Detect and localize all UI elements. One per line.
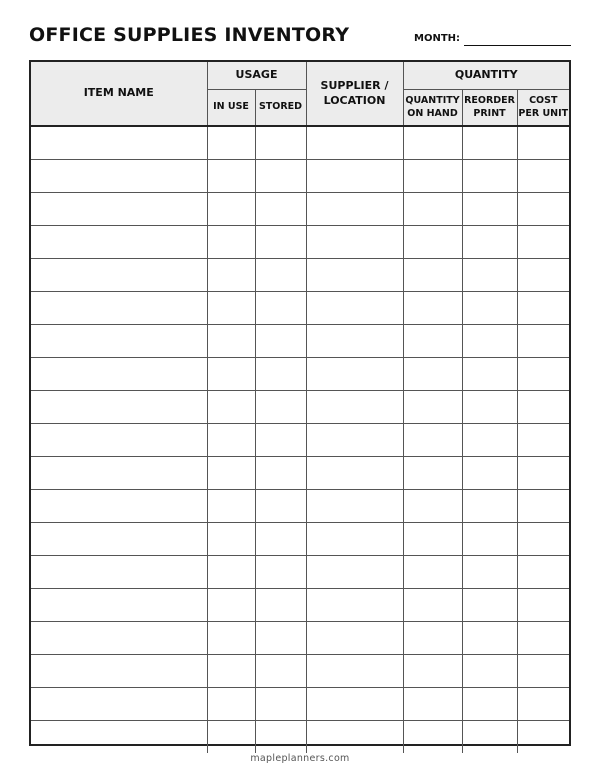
table-cell[interactable]	[517, 721, 569, 754]
table-cell[interactable]	[403, 325, 462, 358]
column-header-usage: USAGE	[207, 62, 306, 90]
table-cell[interactable]	[306, 721, 403, 754]
table-cell[interactable]	[207, 424, 255, 457]
table-cell[interactable]	[255, 622, 306, 655]
table-cell[interactable]	[306, 391, 403, 424]
table-cell[interactable]	[255, 126, 306, 160]
table-cell[interactable]	[255, 523, 306, 556]
table-cell[interactable]	[462, 490, 517, 523]
table-cell[interactable]	[306, 226, 403, 259]
table-row	[31, 589, 569, 622]
table-cell[interactable]	[31, 589, 207, 622]
table-cell[interactable]	[517, 589, 569, 622]
footer-site: mapleplanners.com	[250, 753, 350, 764]
column-header-in-use: IN USE	[207, 90, 255, 127]
table-cell[interactable]	[207, 523, 255, 556]
table-cell[interactable]	[31, 193, 207, 226]
table-cell[interactable]	[403, 358, 462, 391]
table-cell[interactable]	[207, 391, 255, 424]
table-cell[interactable]	[462, 655, 517, 688]
table-cell[interactable]	[255, 325, 306, 358]
table-cell[interactable]	[207, 490, 255, 523]
table-cell[interactable]	[403, 523, 462, 556]
table-cell[interactable]	[517, 325, 569, 358]
table-cell[interactable]	[31, 391, 207, 424]
table-row	[31, 457, 569, 490]
table-cell[interactable]	[31, 688, 207, 721]
table-cell[interactable]	[207, 655, 255, 688]
table-cell[interactable]	[403, 655, 462, 688]
column-header-quantity: QUANTITY	[403, 62, 569, 90]
table-cell[interactable]	[462, 688, 517, 721]
table-cell[interactable]	[306, 325, 403, 358]
table-cell[interactable]	[462, 457, 517, 490]
table-row	[31, 358, 569, 391]
table-cell[interactable]	[517, 358, 569, 391]
table-cell[interactable]	[255, 160, 306, 193]
table-cell[interactable]	[517, 457, 569, 490]
table-cell[interactable]	[403, 721, 462, 754]
table-cell[interactable]	[517, 259, 569, 292]
table-cell[interactable]	[31, 424, 207, 457]
table-cell[interactable]	[31, 126, 207, 160]
table-cell[interactable]	[31, 490, 207, 523]
table-cell[interactable]	[517, 523, 569, 556]
table-cell[interactable]	[306, 160, 403, 193]
table-cell[interactable]	[403, 688, 462, 721]
table-cell[interactable]	[306, 589, 403, 622]
table-cell[interactable]	[31, 325, 207, 358]
table-cell[interactable]	[462, 721, 517, 754]
table-cell[interactable]	[207, 292, 255, 325]
table-cell[interactable]	[517, 226, 569, 259]
table-cell[interactable]	[207, 126, 255, 160]
table-cell[interactable]	[207, 259, 255, 292]
table-row	[31, 622, 569, 655]
table-row	[31, 126, 569, 160]
table-cell[interactable]	[31, 721, 207, 754]
table-cell[interactable]	[255, 259, 306, 292]
table-cell[interactable]	[517, 655, 569, 688]
table-cell[interactable]	[517, 160, 569, 193]
table-cell[interactable]	[207, 721, 255, 754]
table-cell[interactable]	[517, 688, 569, 721]
table-cell[interactable]	[207, 589, 255, 622]
column-header-cost-per-unit: COST PER UNIT	[517, 90, 569, 127]
table-cell[interactable]	[517, 193, 569, 226]
table-cell[interactable]	[306, 688, 403, 721]
table-cell[interactable]	[462, 325, 517, 358]
table-cell[interactable]	[31, 160, 207, 193]
table-cell[interactable]	[207, 688, 255, 721]
table-cell[interactable]	[31, 259, 207, 292]
table-cell[interactable]	[403, 226, 462, 259]
table-cell[interactable]	[403, 424, 462, 457]
table-cell[interactable]	[31, 655, 207, 688]
table-row	[31, 424, 569, 457]
table-cell[interactable]	[306, 292, 403, 325]
table-cell[interactable]	[306, 457, 403, 490]
table-cell[interactable]	[31, 457, 207, 490]
table-cell[interactable]	[403, 622, 462, 655]
table-row	[31, 490, 569, 523]
table-row	[31, 259, 569, 292]
table-cell[interactable]	[462, 391, 517, 424]
table-cell[interactable]	[403, 193, 462, 226]
inventory-table	[31, 62, 569, 753]
table-cell[interactable]	[207, 160, 255, 193]
table-cell[interactable]	[517, 424, 569, 457]
table-cell[interactable]	[462, 226, 517, 259]
table-row	[31, 523, 569, 556]
table-cell[interactable]	[31, 292, 207, 325]
table-cell[interactable]	[207, 622, 255, 655]
table-cell[interactable]	[462, 589, 517, 622]
table-row	[31, 325, 569, 358]
inventory-sheet	[29, 60, 571, 746]
table-cell[interactable]	[207, 193, 255, 226]
table-row	[31, 721, 569, 754]
table-cell[interactable]	[462, 292, 517, 325]
table-cell[interactable]	[31, 358, 207, 391]
table-row	[31, 292, 569, 325]
table-cell[interactable]	[306, 523, 403, 556]
table-cell[interactable]	[255, 358, 306, 391]
page-title: OFFICE SUPPLIES INVENTORY	[29, 24, 350, 46]
column-header-item-name: ITEM NAME	[31, 62, 207, 126]
table-cell[interactable]	[31, 226, 207, 259]
table-cell[interactable]	[462, 424, 517, 457]
table-cell[interactable]	[207, 325, 255, 358]
table-cell[interactable]	[255, 391, 306, 424]
table-row	[31, 556, 569, 589]
table-cell[interactable]	[462, 259, 517, 292]
table-cell[interactable]	[207, 457, 255, 490]
table-cell[interactable]	[517, 292, 569, 325]
table-cell[interactable]	[306, 655, 403, 688]
table-cell[interactable]	[517, 126, 569, 160]
column-header-stored: STORED	[255, 90, 306, 127]
table-cell[interactable]	[403, 457, 462, 490]
table-cell[interactable]	[403, 292, 462, 325]
column-header-quantity-on-hand: QUANTITY ON HAND	[403, 90, 462, 127]
table-cell[interactable]	[306, 193, 403, 226]
table-cell[interactable]	[255, 292, 306, 325]
table-cell[interactable]	[403, 126, 462, 160]
table-cell[interactable]	[306, 490, 403, 523]
table-cell[interactable]	[462, 358, 517, 391]
table-cell[interactable]	[255, 655, 306, 688]
table-cell[interactable]	[255, 721, 306, 754]
table-cell[interactable]	[306, 358, 403, 391]
table-cell[interactable]	[207, 358, 255, 391]
table-row	[31, 391, 569, 424]
column-header-supplier-location: SUPPLIER / LOCATION	[306, 62, 403, 126]
table-row	[31, 193, 569, 226]
table-cell[interactable]	[403, 556, 462, 589]
table-cell[interactable]	[462, 556, 517, 589]
table-cell[interactable]	[255, 490, 306, 523]
table-cell[interactable]	[517, 556, 569, 589]
month-label: MONTH:	[414, 33, 461, 44]
table-cell[interactable]	[31, 556, 207, 589]
table-cell[interactable]	[462, 126, 517, 160]
table-cell[interactable]	[462, 160, 517, 193]
table-cell[interactable]	[403, 589, 462, 622]
table-cell[interactable]	[207, 226, 255, 259]
table-cell[interactable]	[403, 391, 462, 424]
table-row	[31, 226, 569, 259]
table-cell[interactable]	[31, 523, 207, 556]
table-cell[interactable]	[462, 193, 517, 226]
column-header-reorder-print: REORDER PRINT	[462, 90, 517, 127]
table-cell[interactable]	[31, 622, 207, 655]
table-cell[interactable]	[517, 622, 569, 655]
table-cell[interactable]	[403, 160, 462, 193]
table-cell[interactable]	[403, 490, 462, 523]
month-input-line[interactable]	[464, 45, 571, 46]
table-cell[interactable]	[255, 193, 306, 226]
table-cell[interactable]	[255, 688, 306, 721]
table-cell[interactable]	[255, 457, 306, 490]
table-row	[31, 688, 569, 721]
table-cell[interactable]	[306, 259, 403, 292]
table-cell[interactable]	[255, 424, 306, 457]
table-cell[interactable]	[255, 556, 306, 589]
table-cell[interactable]	[517, 391, 569, 424]
table-cell[interactable]	[306, 622, 403, 655]
table-cell[interactable]	[255, 589, 306, 622]
table-row	[31, 655, 569, 688]
table-cell[interactable]	[306, 424, 403, 457]
table-cell[interactable]	[255, 226, 306, 259]
table-row	[31, 160, 569, 193]
table-cell[interactable]	[517, 490, 569, 523]
table-cell[interactable]	[306, 556, 403, 589]
table-cell[interactable]	[462, 622, 517, 655]
table-cell[interactable]	[207, 556, 255, 589]
table-cell[interactable]	[462, 523, 517, 556]
table-cell[interactable]	[306, 126, 403, 160]
table-cell[interactable]	[403, 259, 462, 292]
